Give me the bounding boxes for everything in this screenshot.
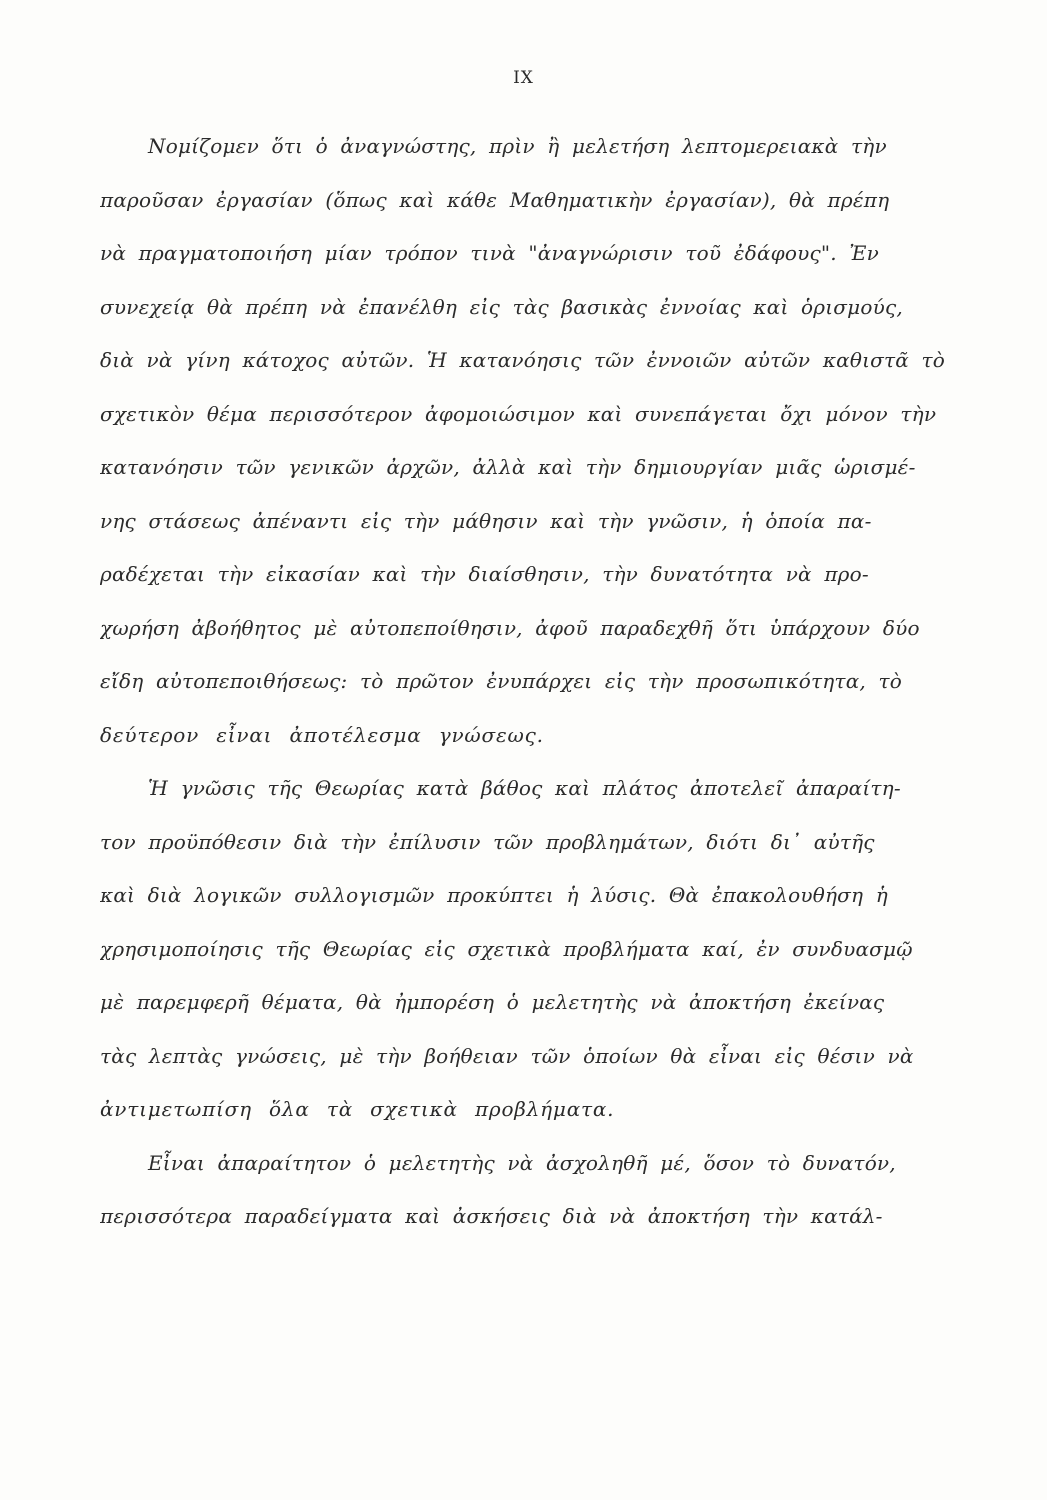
text-line: χωρήση ἀβοήθητος μὲ αὐτοπεποίθησιν, ἀφοῦ παραδεχθῆ ὅτι ὑπάρχουν δύο (100, 615, 920, 640)
text-line: παροῦσαν ἐργασίαν (ὅπως καὶ κάθε Μαθηματικὴν ἐργασίαν), θὰ πρέπη (100, 187, 890, 212)
text-line: διὰ νὰ γίνη κάτοχος αὐτῶν. Ἡ κατανόησις τῶν ἐννοιῶν αὐτῶν καθιστᾶ τὸ (100, 348, 946, 372)
text-line: τὰς λεπτὰς γνώσεις, μὲ τὴν βοήθειαν τῶν ὁποίων θὰ εἶναι εἰς θέσιν νὰ (100, 1043, 914, 1068)
page-number: IX (513, 68, 534, 88)
text-line: μὲ παρεμφερῆ θέματα, θὰ ἠμπορέση ὁ μελετητὴς νὰ ἀποκτήση ἐκείνας (100, 990, 885, 1014)
text-line: κατανόησιν τῶν γενικῶν ἀρχῶν, ἀλλὰ καὶ τὴν δημιουργίαν μιᾶς ὡρισμέ- (100, 455, 916, 479)
text-line: νης στάσεως ἀπέναντι εἰς τὴν μάθησιν καὶ τὴν γνῶσιν, ἡ ὁποία πα- (100, 508, 872, 533)
text-line: Ἡ γνῶσις τῆς Θεωρίας κατὰ βάθος καὶ πλάτος ἀποτελεῖ ἀπαραίτη- (148, 776, 901, 800)
text-line: δεύτερον εἶναι ἀποτέλεσμα γνώσεως. (100, 722, 544, 747)
text-line: νὰ πραγματοποιήση μίαν τρόπον τινὰ "ἀναγνώρισιν τοῦ ἐδάφους". Ἐν (100, 241, 879, 265)
text-line: περισσότερα παραδείγματα καὶ ἀσκήσεις διὰ νὰ ἀποκτήση τὴν κατάλ- (100, 1204, 883, 1228)
text-line: Εἶναι ἀπαραίτητον ὁ μελετητὴς νὰ ἀσχοληθῆ μέ, ὅσον τὸ δυνατόν, (148, 1150, 896, 1175)
handwritten-text-body (100, 120, 970, 1244)
text-line: τον προϋπόθεσιν διὰ τὴν ἐπίλυσιν τῶν προβλημάτων, διότι δι᾽ αὐτῆς (100, 829, 875, 854)
text-line: καὶ διὰ λογικῶν συλλογισμῶν προκύπτει ἡ λύσις. Θὰ ἐπακολουθήση ἡ (100, 883, 888, 907)
text-line: εἴδη αὐτοπεποιθήσεως: τὸ πρῶτον ἐνυπάρχει εἰς τὴν προσωπικότητα, τὸ (100, 669, 903, 693)
text-line: Νομίζομεν ὅτι ὁ ἀναγνώστης, πρὶν ἢ μελετήση λεπτομερειακὰ τὴν (148, 134, 887, 158)
text-line: συνεχείᾳ θὰ πρέπη νὰ ἐπανέλθη εἰς τὰς βασικὰς ἐννοίας καὶ ὁρισμούς, (100, 294, 903, 319)
text-line: ραδέχεται τὴν εἰκασίαν καὶ τὴν διαίσθησιν, τὴν δυνατότητα νὰ προ- (100, 562, 869, 586)
text-line: σχετικὸν θέμα περισσότερον ἀφομοιώσιμον καὶ συνεπάγεται ὄχι μόνον τὴν (100, 401, 937, 426)
text-line: χρησιμοποίησις τῆς Θεωρίας εἰς σχετικὰ προβλήματα καί, ἐν συνδυασμῷ (100, 936, 913, 961)
text-line: ἀντιμετωπίση ὅλα τὰ σχετικὰ προβλήματα. (100, 1097, 615, 1121)
